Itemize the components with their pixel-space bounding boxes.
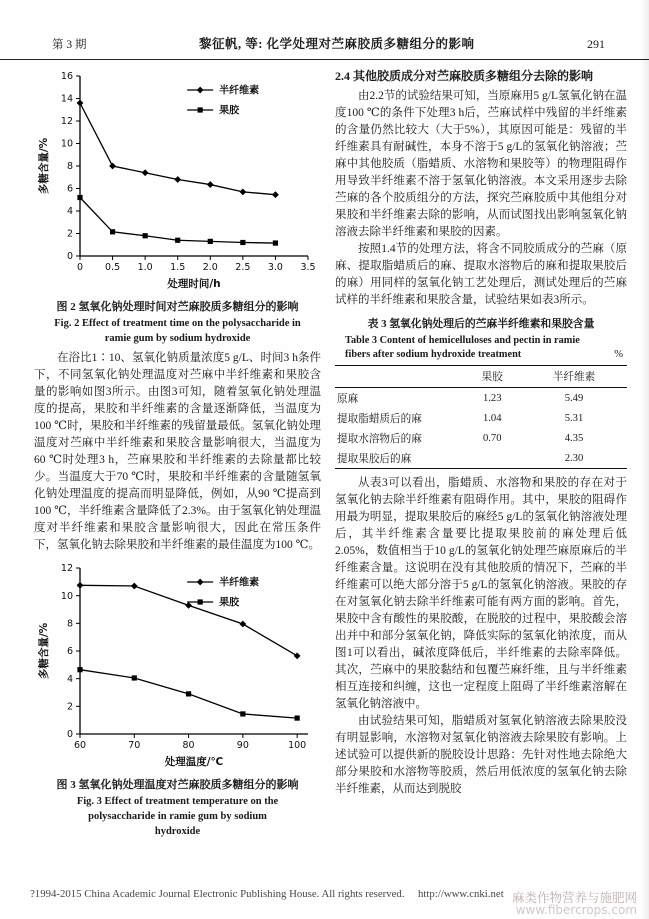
- fig2-caption-en: Fig. 2 Effect of treatment time on the polysaccharide in ramie gum by sodium hydroxide: [54, 318, 301, 344]
- row-hemicellulose: 2.30: [564, 452, 584, 464]
- table3-col-pectin: 果胶: [464, 366, 522, 388]
- left-column: [34, 66, 321, 843]
- svg-text:10: 10: [60, 138, 73, 150]
- svg-text:2: 2: [66, 228, 73, 240]
- row-pectin: 1.04: [482, 412, 502, 424]
- svg-text:半纤维素: 半纤维素: [219, 577, 260, 589]
- fig3-caption-en: Fig. 3 Effect of treatment temperature on the polysaccharide in ramie gum by sodium hydroxide: [76, 796, 279, 837]
- svg-text:4: 4: [66, 673, 73, 685]
- table3: [335, 365, 627, 469]
- row-label: 提取水溶物后的麻: [337, 433, 422, 445]
- table3-col-sample: [335, 366, 463, 388]
- table3-caption-en: [345, 334, 623, 362]
- page-footer: [0, 879, 649, 919]
- svg-text:6: 6: [66, 183, 73, 195]
- left-paragraph: 在浴比1∶10、氢氧化钠质量浓度5 g/L、时间3 h条件下，不同氢氧化钠处理温度对苎麻中半纤维素和果胶含量的影响如图3所示。由图3可知，随着氢氧化钠处理温度的提高，果胶和半纤维素的含量逐渐降低，当温度为100 ℃时，果胶和半纤维素的残留量最低。氢氧化钠处理温度对苎麻中半纤维素和果胶含量影响很大，当温度为60 ℃时处理3 h，苎麻果胶和半纤维素的去除量都比较少。当温度大于70 ℃时，果胶和半纤维素的含量随氢氧化钠处理温度的提高而明显降低，例如，从90 ℃提高到100 ℃，半纤维素含量降低了2.3%。由于氢氧化钠处理温度对半纤维素和果胶含量影响很大，因此在常压条件下，氢氧化钠去除果胶和半纤维素的最佳温度为100 ℃。: [34, 352, 322, 551]
- svg-text:3.5: 3.5: [300, 262, 316, 273]
- series-1: [77, 195, 278, 246]
- section-heading-2-4: 2.4 其他胶质成分对苎麻胶质多糖组分去除的影响: [335, 69, 594, 83]
- table3-caption-en-text: Table 3 Content of hemicelluloses and pectin in ramie fibers after sodium hydroxide treatment: [345, 335, 580, 360]
- svg-text:0: 0: [66, 729, 73, 741]
- svg-text:半纤维素: 半纤维素: [219, 85, 260, 97]
- svg-text:14: 14: [60, 93, 73, 105]
- svg-text:1.0: 1.0: [137, 262, 153, 273]
- row-hemicellulose: 4.35: [564, 432, 584, 444]
- svg-text:0.5: 0.5: [105, 262, 121, 273]
- right-paragraph-4: 由试验结果可知，脂蜡质对氢氧化钠溶液去除果胶没有明显影响，水溶物对氢氧化钠溶液去除果胶有影响。上述试验可以提供新的脱胶设计思路：先针对性地去除绝大部分果胶和水溶物等胶质，然后用低浓度的氢氧化钠去除半纤维素，从而达到脱胶: [335, 715, 627, 795]
- svg-text:12: 12: [60, 563, 73, 575]
- svg-text:10: 10: [60, 590, 73, 602]
- row-hemicellulose: 5.31: [564, 412, 584, 424]
- series-1: [77, 667, 299, 721]
- row-pectin: 0.70: [482, 432, 502, 444]
- table3-caption-zh: 表 3 氢氧化钠处理后的苎麻半纤维素和果胶含量: [367, 318, 595, 330]
- fig2-line-chart: [36, 68, 320, 292]
- svg-text:0: 0: [76, 262, 84, 273]
- figure-2: [36, 68, 321, 297]
- cnki-url: http://www.cnki.net: [418, 888, 504, 900]
- table-row: [335, 388, 627, 409]
- two-column-body: [0, 60, 649, 843]
- row-label: 提取脂蜡质后的麻: [337, 413, 422, 425]
- watermark-url: www.fibercrops.com: [515, 903, 637, 917]
- page-header: [0, 0, 649, 60]
- table3-header-row: [335, 366, 627, 388]
- fig3-line-chart: [36, 560, 320, 770]
- row-hemicellulose: 5.49: [564, 392, 584, 404]
- right-paragraph-1: 由2.2节的试验结果可知，当原麻用5 g/L氢氧化钠在温度100 ℃的条件下处理3 h后，苎麻试样中残留的半纤维素的含量仍然比较大（大于5%），其原因可能是：残留的半纤维素具有耐碱性，本身不溶于5 g/L的氢氧化钠溶液；苎麻中其他胶质（脂蜡质、水溶物和果胶等）的物理阻碍作用导致半纤维素不溶于氢氧化钠溶液。本文采用逐步去除苎麻的各个胶质组分的方法，探究苎麻胶质中其他组分对果胶和半纤维素去除的影响，从而试图找出影响氢氧化钠溶液去除半纤维素和果胶的因素。: [335, 90, 628, 238]
- svg-text:100: 100: [288, 740, 307, 751]
- axes: [37, 563, 308, 768]
- svg-text:4: 4: [66, 206, 73, 218]
- copyright-line: [30, 888, 504, 900]
- svg-text:80: 80: [182, 740, 195, 751]
- svg-text:2.5: 2.5: [235, 262, 251, 273]
- svg-text:0: 0: [66, 251, 73, 263]
- site-watermark: [512, 891, 637, 917]
- table-row: [335, 428, 627, 448]
- table-row: [335, 408, 627, 428]
- legend: [187, 84, 259, 117]
- svg-text:8: 8: [66, 161, 73, 173]
- svg-text:3.0: 3.0: [267, 262, 283, 273]
- issue-label: 第 3 期: [52, 39, 87, 51]
- svg-text:60: 60: [73, 740, 87, 751]
- svg-text:果胶: 果胶: [219, 105, 240, 117]
- right-paragraph-2: 按照1.4节的处理方法，将含不同胶质成分的苎麻（原麻、提取脂蜡质后的麻、提取水溶物后的麻和提取果胶后的麻）用同样的氢氧化钠工艺处理后，测试处理后的苎麻试样的半纤维素和果胶含量，试验结果如表3所示。: [335, 243, 627, 306]
- series-0: [77, 100, 279, 198]
- svg-text:多糖含量/%: 多糖含量/%: [38, 622, 50, 680]
- running-title: 黎征帆, 等: 化学处理对苎麻胶质多糖组分的影响: [198, 37, 475, 51]
- row-pectin: [464, 448, 522, 469]
- svg-text:2: 2: [66, 701, 73, 713]
- table3-unit: %: [614, 349, 623, 360]
- svg-text:16: 16: [60, 71, 73, 83]
- svg-text:1.5: 1.5: [170, 262, 186, 273]
- svg-text:6: 6: [66, 646, 73, 658]
- legend: [187, 576, 259, 609]
- svg-text:多糖含量/%: 多糖含量/%: [38, 137, 50, 195]
- series-0: [77, 582, 301, 659]
- page-number: 291: [586, 37, 605, 51]
- svg-text:8: 8: [66, 618, 73, 630]
- right-column: [335, 66, 627, 843]
- svg-text:处理温度/℃: 处理温度/℃: [164, 756, 224, 768]
- svg-text:果胶: 果胶: [219, 597, 240, 609]
- svg-text:90: 90: [236, 740, 249, 751]
- right-paragraph-3: 从表3可以看出，脂蜡质、水溶物和果胶的存在对于氢氧化钠去除半纤维素有阻碍作用。其中，果胶的阻碍作用最为明显，提取果胶后的麻经5 g/L的氢氧化钠溶液处理后，其半纤维素含量要比提取果胶前的麻处理后低2.05%，数值相当于10 g/L的氢氧化钠处理苎麻原麻后的半纤维素含量。这说明在没有其他胶质的情况下，苎麻的半纤维素可以绝大部分溶于5 g/L的氢氧化钠溶液。果胶的存在对氢氧化钠去除半纤维素可能有两方面的影响。首先，果胶中含有酸性的果胶酸，在脱胶的过程中，果胶酸会溶出并中和部分氢氧化钠，降低实际的氢氧化钠浓度，而从图1可以看出，碱浓度降低后，半纤维素的去除率降低。其次，苎麻中的果胶黏结和包覆苎麻纤维，且与半纤维素相互连接和纠缠，这也一定程度上阻碍了半纤维素溶解在氢氧化钠溶液中。: [335, 477, 627, 710]
- row-label: 提取果胶后的麻: [337, 453, 412, 465]
- row-label: 原麻: [337, 393, 359, 405]
- fig3-caption-zh: 图 3 氢氧化钠处理温度对苎麻胶质多糖组分的影响: [56, 779, 299, 791]
- watermark-name: 麻类作物营养与施肥网: [511, 890, 637, 905]
- svg-text:70: 70: [128, 740, 141, 751]
- copyright-text: ?1994-2015 China Academic Journal Electronic Publishing House. All rights reserved.: [30, 888, 405, 900]
- table3-col-hemicellulose: 半纤维素: [521, 366, 627, 388]
- svg-text:12: 12: [60, 116, 73, 128]
- row-pectin: 1.23: [482, 392, 502, 404]
- figure-3: [36, 560, 321, 775]
- svg-text:2.0: 2.0: [202, 262, 218, 273]
- svg-text:处理时间/h: 处理时间/h: [167, 278, 221, 290]
- fig2-caption-zh: 图 2 氢氧化钠处理时间对苎麻胶质多糖组分的影响: [56, 301, 299, 313]
- table-row: [335, 448, 627, 469]
